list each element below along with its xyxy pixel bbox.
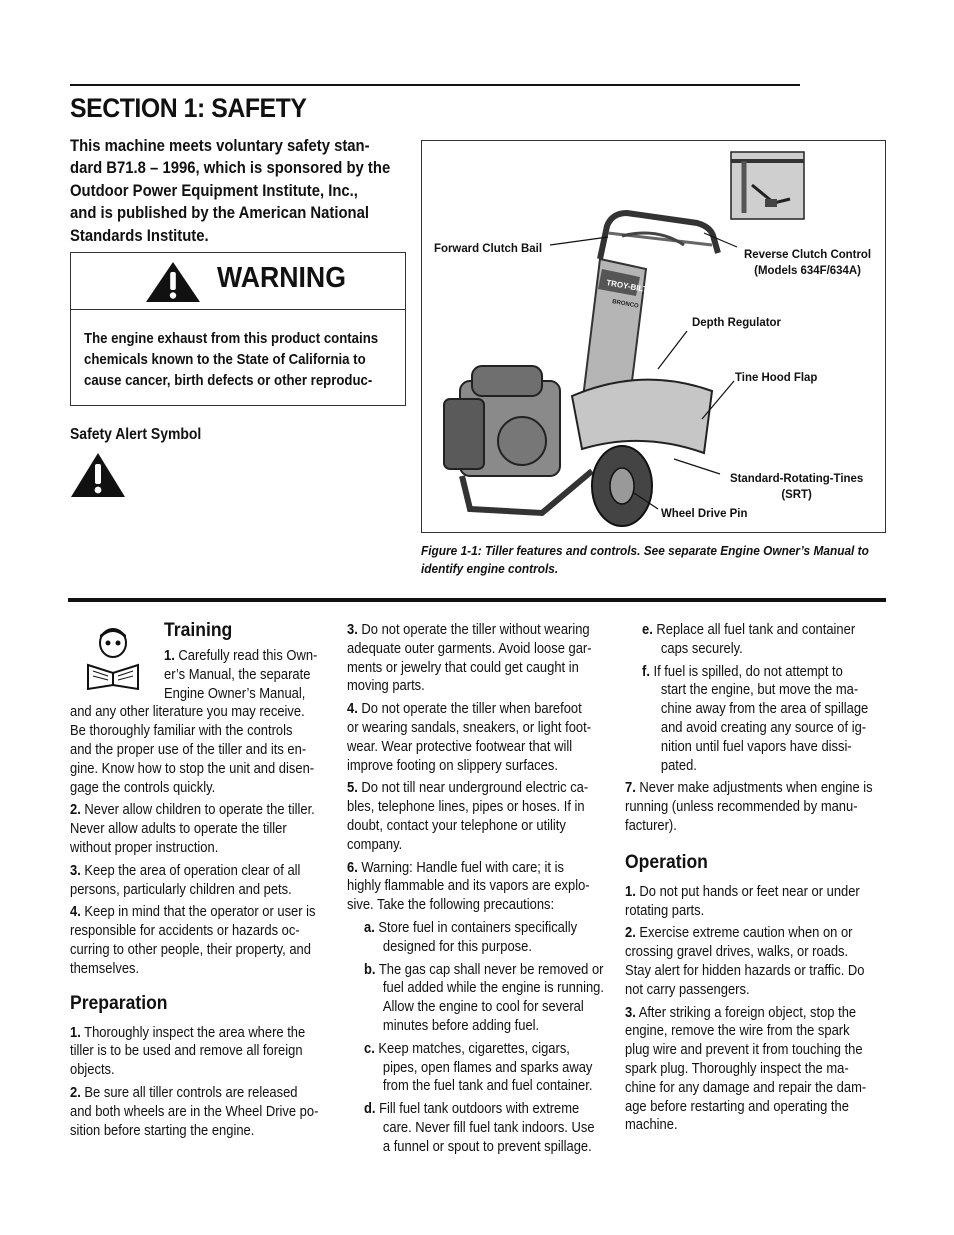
text-line: cause cancer, birth defects or other reproduc- — [84, 372, 373, 389]
text-line: pipes, open flames and sparks away — [382, 1059, 593, 1076]
text-line: running (unless recommended by manu- — [625, 799, 858, 816]
preparation-item-1 — [70, 1024, 340, 1080]
text-line: or wearing sandals, sneakers, or light foot- — [347, 719, 592, 736]
text-line: moving parts. — [347, 678, 425, 695]
column-3 — [625, 621, 895, 1135]
text-line: This machine meets voluntary safety stan- — [70, 137, 370, 155]
brand-decal-text: TROY-BILT — [605, 278, 649, 295]
text-line: and is published by the American National — [70, 204, 369, 223]
training-item-4b — [347, 700, 617, 775]
precaution-f — [625, 663, 895, 776]
text-line: Figure 1-1: Tiller features and controls. See separate Engine Owner’s Manual to — [421, 543, 869, 558]
text-line: tiller is to be used and remove all foreign — [70, 1043, 303, 1060]
text-line: start the engine, but move the ma- — [660, 682, 859, 699]
operation-item-3 — [625, 1004, 895, 1136]
text-line: Outdoor Power Equipment Institute, Inc., — [70, 181, 358, 200]
label-reverse-clutch-control: Reverse Clutch Control (Models 634F/634A) — [744, 247, 872, 277]
preparation-heading: Preparation — [70, 991, 168, 1014]
text-line: facturer). — [625, 817, 677, 834]
text-line: 1. Do not put hands or feet near or under — [625, 883, 860, 900]
text-line: rotating parts. — [625, 902, 705, 919]
training-item-1 — [70, 703, 340, 797]
text-line: 7. Never make adjustments when engine is — [625, 780, 873, 797]
text-line: caps securely. — [660, 640, 743, 657]
text-line: f. If fuel is spilled, do not attempt to — [642, 663, 843, 680]
text-line: d. Fill fuel tank outdoors with extreme — [364, 1101, 580, 1118]
label-standard-rotating-tines: Standard-Rotating-Tines (SRT) — [730, 471, 864, 501]
text-line: e. Replace all fuel tank and container — [642, 622, 856, 638]
label-depth-regulator: Depth Regulator — [692, 315, 781, 329]
text-line: The engine exhaust from this product contains — [84, 330, 379, 347]
figure-caption — [421, 542, 891, 578]
text-line: spark plug. Thoroughly inspect the ma- — [625, 1060, 849, 1077]
safety-alert-label: Safety Alert Symbol — [70, 426, 202, 443]
operation-item-2 — [625, 924, 895, 999]
text-line: 1. Carefully read this Own- — [164, 648, 318, 664]
text-line: ments or jewelry that could get caught in — [347, 659, 579, 676]
text-line: doubt, contact your telephone or utility — [347, 817, 566, 834]
preparation-item-2 — [70, 1084, 340, 1140]
text-line: persons, particularly children and pets. — [70, 881, 292, 898]
warning-triangle-icon — [145, 261, 201, 303]
text-line: 3. Do not operate the tiller without wearing — [347, 622, 590, 638]
training-item-5 — [347, 779, 617, 854]
text-line: responsible for accidents or hazards oc- — [70, 923, 300, 940]
warning-box — [70, 252, 406, 406]
text-line: 2. Never allow children to operate the tiller. — [70, 802, 315, 819]
text-line: dard B71.8 – 1996, which is sponsored by the — [70, 159, 391, 178]
top-rule — [70, 84, 800, 86]
text-line: 2. Be sure all tiller controls are released — [70, 1084, 298, 1101]
text-line: chine away from the area of spillage — [660, 701, 869, 718]
text-line: themselves. — [70, 960, 140, 977]
text-line: 5. Do not till near underground electric ca- — [347, 780, 589, 797]
figure-tiller — [421, 140, 886, 533]
text-line: Allow the engine to cool for several — [382, 999, 584, 1016]
training-heading: Training — [164, 619, 233, 641]
text-line: er’s Manual, the separate — [164, 666, 311, 683]
warning-title: WARNING — [217, 262, 346, 294]
text-line: designed for this purpose. — [382, 938, 532, 955]
warning-body — [84, 328, 399, 391]
text-line: 3. After striking a foreign object, stop the — [625, 1004, 857, 1021]
warning-header — [71, 253, 405, 310]
text-line: c. Keep matches, cigarettes, cigars, — [364, 1040, 570, 1057]
text-line: Engine Owner’s Manual, — [164, 685, 306, 702]
text-line: bles, telephone lines, pipes or hoses. If in — [347, 799, 585, 816]
text-line: Be thoroughly familiar with the controls — [70, 723, 293, 740]
column-1 — [70, 621, 340, 1140]
text-line: and any other literature you may receive. — [70, 704, 305, 721]
label-forward-clutch-bail: Forward Clutch Bail — [434, 241, 543, 255]
text-line: fuel added while the engine is running. — [382, 980, 604, 997]
text-line: machine. — [625, 1117, 678, 1134]
text-line: adequate outer garments. Avoid loose gar- — [347, 640, 592, 657]
text-line: from the fuel tank and fuel container. — [382, 1078, 593, 1095]
intro-paragraph — [70, 135, 415, 247]
text-line: pated. — [660, 757, 697, 774]
text-line: gage the controls quickly. — [70, 779, 216, 796]
text-line: 4. Keep in mind that the operator or user is — [70, 904, 316, 921]
text-line: care. Never fill fuel tank indoors. Use — [382, 1119, 595, 1136]
operation-heading: Operation — [625, 850, 708, 873]
text-line: curring to other people, their property, and — [70, 941, 311, 958]
text-line: company. — [347, 836, 403, 853]
text-line: not carry passengers. — [625, 981, 750, 998]
column-2 — [347, 621, 617, 1157]
training-item-3b — [347, 621, 617, 696]
precaution-d — [347, 1100, 617, 1156]
text-line: chine for any damage and repair the dam- — [625, 1079, 867, 1096]
text-line: 2. Exercise extreme caution when on or — [625, 925, 853, 942]
text-line: highly flammable and its vapors are explo- — [347, 878, 590, 895]
training-item-7 — [625, 779, 895, 835]
label-tine-hood-flap: Tine Hood Flap — [735, 370, 818, 384]
model-decal-text: BRONCO — [611, 299, 639, 310]
text-line: improve footing on slippery surfaces. — [347, 757, 558, 774]
text-line: age before restarting and operating the — [625, 1098, 849, 1115]
precaution-a — [347, 919, 617, 957]
training-item-2 — [70, 801, 340, 857]
text-line: 1. Thoroughly inspect the area where the — [70, 1024, 306, 1041]
training-item-4 — [70, 903, 340, 978]
training-item-1-intro — [164, 647, 340, 703]
text-line: b. The gas cap shall never be removed or — [364, 961, 604, 978]
text-line: crossing gravel drives, walks, or roads. — [625, 944, 849, 961]
text-line: Never allow adults to operate the tiller — [70, 821, 287, 838]
section-title: SECTION 1: SAFETY — [70, 93, 307, 123]
section-divider — [68, 598, 886, 602]
text-line: 3. Keep the area of operation clear of all — [70, 862, 301, 879]
text-line: and the proper use of the tiller and its en- — [70, 741, 307, 758]
text-line: Stay alert for hidden hazards or traffic. Do — [625, 962, 865, 979]
text-line: 6. Warning: Handle fuel with care; it is — [347, 859, 564, 876]
operation-item-1 — [625, 883, 895, 921]
text-line: chemicals known to the State of California to — [84, 351, 366, 368]
text-line: without proper instruction. — [70, 839, 219, 856]
text-line: and both wheels are in the Wheel Drive po- — [70, 1103, 319, 1120]
text-line: engine, remove the wire from the spark — [625, 1023, 850, 1040]
text-line: sition before starting the engine. — [70, 1122, 255, 1139]
text-line: a. Store fuel in containers specifically — [364, 919, 578, 936]
safety-alert-symbol-icon — [70, 452, 126, 498]
text-line: objects. — [70, 1062, 115, 1079]
precaution-c — [347, 1040, 617, 1096]
precaution-e — [625, 621, 895, 659]
text-line: gine. Know how to stop the unit and disen- — [70, 760, 315, 777]
text-line: plug wire and prevent it from touching the — [625, 1042, 863, 1059]
text-line: 4. Do not operate the tiller when barefoot — [347, 701, 582, 718]
precaution-b — [347, 961, 617, 1036]
text-line: identify engine controls. — [421, 561, 559, 576]
text-line: wear. Wear protective footwear that will — [347, 738, 573, 755]
text-line: and avoid creating any source of ig- — [660, 719, 867, 736]
training-item-3 — [70, 862, 340, 900]
text-line: nition until fuel vapors have dissi- — [660, 738, 852, 755]
text-line: a funnel or spout to prevent spillage. — [382, 1138, 592, 1155]
label-wheel-drive-pin: Wheel Drive Pin — [661, 506, 748, 520]
text-line: minutes before adding fuel. — [382, 1017, 540, 1034]
text-line: Standards Institute. — [70, 226, 209, 245]
training-item-6 — [347, 859, 617, 915]
text-line: sive. Take the following precautions: — [347, 897, 555, 914]
